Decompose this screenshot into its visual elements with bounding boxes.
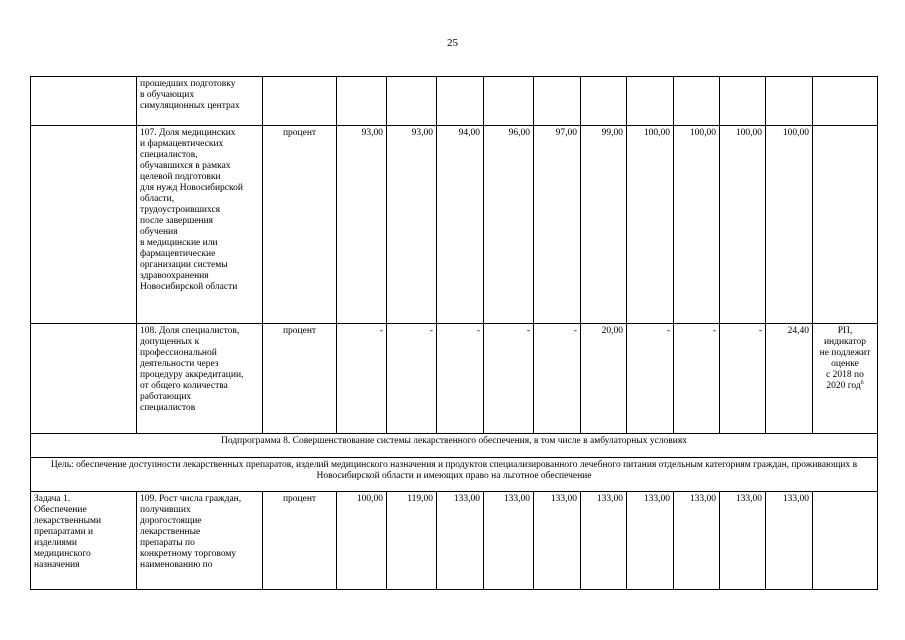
value-cell: 100,00 (766, 126, 813, 324)
task-cell: Задача 1. Обеспечение лекарственными препаратами и изделиями медицинского назначения (31, 492, 137, 590)
note-cell (813, 126, 878, 324)
table-row (31, 77, 878, 126)
value-cell: - (627, 324, 674, 434)
value-cell: 133,00 (437, 492, 484, 590)
value-cell: - (484, 324, 534, 434)
value-cell: 133,00 (627, 492, 674, 590)
value-cell: 119,00 (387, 492, 437, 590)
table-row (31, 126, 878, 324)
value-cell: 93,00 (387, 126, 437, 324)
value-cell (484, 77, 534, 126)
value-cell: 133,00 (674, 492, 720, 590)
table-row (31, 324, 878, 434)
indicator-table (30, 76, 878, 590)
unit-cell: процент (263, 492, 337, 590)
value-cell: - (337, 324, 387, 434)
footnote-marker: 6 (860, 379, 864, 386)
value-cell: 20,00 (581, 324, 627, 434)
value-cell: 96,00 (484, 126, 534, 324)
table-row (31, 458, 878, 492)
note-cell (813, 77, 878, 126)
value-cell: 133,00 (720, 492, 766, 590)
task-cell (31, 126, 137, 324)
value-cell: 133,00 (766, 492, 813, 590)
value-cell: 100,00 (720, 126, 766, 324)
value-cell (627, 77, 674, 126)
value-cell: 97,00 (534, 126, 581, 324)
value-cell: - (387, 324, 437, 434)
subprogram-heading: Подпрограмма 8. Совершенствование системы лекарственного обеспечения, в том числе в амбулаторных условиях (31, 434, 878, 458)
value-cell: 94,00 (437, 126, 484, 324)
indicator-cell: 108. Доля специалистов, допущенных к профессиональной деятельности через процедуру аккредитации, от общего количества работающих специалистов (137, 324, 263, 434)
task-cell (31, 324, 137, 434)
value-cell: 24,40 (766, 324, 813, 434)
unit-cell: процент (263, 126, 337, 324)
value-cell: 100,00 (674, 126, 720, 324)
page-number: 25 (447, 37, 458, 49)
value-cell: - (720, 324, 766, 434)
value-cell: 133,00 (484, 492, 534, 590)
value-cell: 100,00 (337, 492, 387, 590)
indicator-cell: 109. Рост числа граждан, получивших дорогостоящие лекарственные препараты по конкретному торговому наименованию по (137, 492, 263, 590)
value-cell (720, 77, 766, 126)
note-cell (813, 324, 878, 434)
value-cell: 99,00 (581, 126, 627, 324)
indicator-cell: 107. Доля медицинских и фармацевтических специалистов, обучавшихся в рамках целевой подготовки для нужд Новосибирской области, трудоустроившихся после завершения обучения в медицинские или фармацевтические организации системы здравоохранения Новосибирской области (137, 126, 263, 324)
value-cell (337, 77, 387, 126)
indicator-cell: прошедших подготовку в обучающих симуляционных центрах (137, 77, 263, 126)
value-cell: - (534, 324, 581, 434)
value-cell (766, 77, 813, 126)
table-row (31, 492, 878, 590)
unit-cell (263, 77, 337, 126)
value-cell: 133,00 (534, 492, 581, 590)
value-cell (387, 77, 437, 126)
value-cell (534, 77, 581, 126)
value-cell: - (437, 324, 484, 434)
goal-text: Цель: обеспечение доступности лекарственных препаратов, изделий медицинского назначения и продуктов специализированного лечебного питания отдельным категориям граждан, проживающих в Новосибирской области и имеющих право на льготное обеспечение (31, 458, 878, 492)
value-cell (581, 77, 627, 126)
value-cell: - (674, 324, 720, 434)
note-cell (813, 492, 878, 590)
unit-cell: процент (263, 324, 337, 434)
value-cell: 93,00 (337, 126, 387, 324)
value-cell (437, 77, 484, 126)
value-cell (674, 77, 720, 126)
value-cell: 100,00 (627, 126, 674, 324)
task-cell (31, 77, 137, 126)
table-row (31, 434, 878, 458)
value-cell: 133,00 (581, 492, 627, 590)
note-text: РП, индикатор не подлежит оценке с 2018 по 2020 год (819, 326, 871, 391)
